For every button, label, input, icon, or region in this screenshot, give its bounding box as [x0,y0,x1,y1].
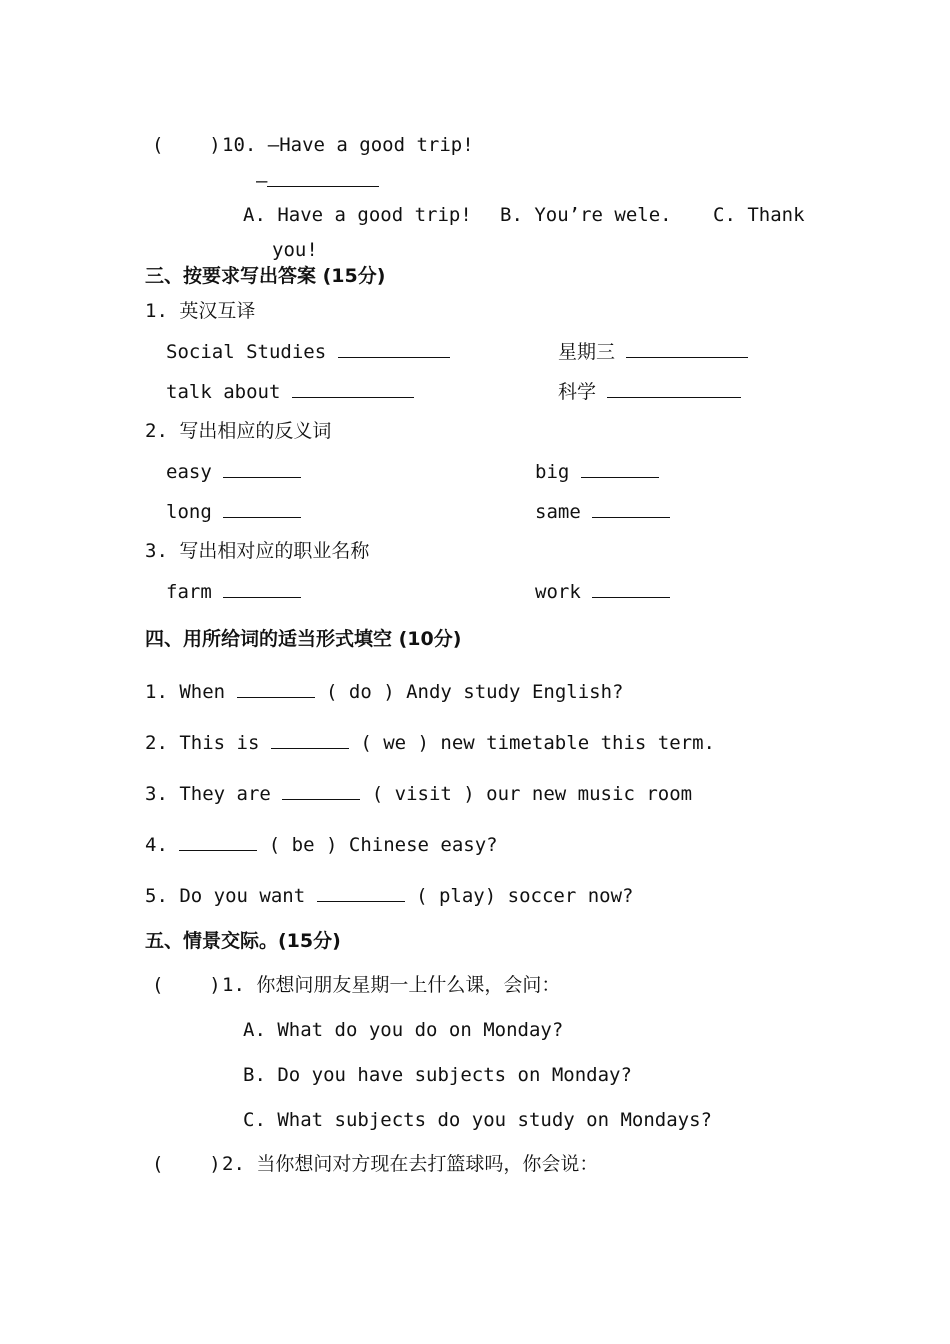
antonym-word: big [535,461,570,483]
word-hint: ( play) [416,885,497,907]
translate-word: talk about [166,381,281,403]
q10-reply-blank[interactable] [267,168,379,187]
item-suffix: our new music room [486,783,693,805]
occupation-item [166,579,301,604]
antonym-item [535,499,670,524]
antonym-item [166,459,301,484]
fill-item [145,781,692,806]
antonym-word: long [166,501,212,523]
q10-option-a: A. Have a good trip! [243,204,472,226]
section4-title: 四、用所给词的适当形式填空 (10分) [145,628,462,650]
translate-word: Social Studies [166,341,327,363]
sec3-part1-title: 1. 英汉互译 [145,300,256,322]
fill-item [145,730,715,755]
q1-answer-paren[interactable]: ( ) [152,974,221,996]
q10-reply-line [256,168,379,193]
sec3-part2-title: 2. 写出相应的反义词 [145,420,332,442]
antonym-word: same [535,501,581,523]
item-suffix: Chinese easy? [348,834,498,856]
translate-item [558,379,741,404]
q1-stem: 1. 你想问朋友星期一上什么课，会问： [222,974,561,996]
fill-item [145,883,633,908]
q10-option-c: C. Thank [713,204,805,226]
answer-blank[interactable] [607,379,741,398]
q2-answer-paren[interactable]: ( ) [152,1153,221,1175]
fill-item [145,832,498,857]
item-suffix: Andy study English? [406,681,624,703]
word-hint: ( do ) [326,681,395,703]
item-prefix: This is [179,732,260,754]
q10-stem: 10. —Have a good trip! [222,134,474,156]
item-suffix: new timetable this term. [440,732,715,754]
q10-option-c-cont: you! [272,239,318,261]
occupation-word: farm [166,581,212,603]
q2-stem: 2. 当你想问对方现在去打篮球吗，你会说： [222,1153,599,1175]
item-prefix: When [179,681,226,703]
antonym-item [535,459,659,484]
item-number: 4. [145,834,168,856]
item-prefix: They are [179,783,271,805]
q10-answer-paren[interactable]: ( ) [152,134,221,156]
answer-blank[interactable] [223,459,301,478]
item-prefix: Do you want [179,885,306,907]
q10-reply-dash: — [256,170,268,192]
item-number: 2. [145,732,168,754]
section5-title: 五、情景交际。(15分) [145,930,341,952]
answer-blank[interactable] [179,832,257,851]
occupation-item [535,579,670,604]
answer-blank[interactable] [292,379,414,398]
q1-option-c: C. What subjects do you study on Mondays? [243,1109,712,1131]
answer-blank[interactable] [223,499,301,518]
item-number: 5. [145,885,168,907]
answer-blank[interactable] [223,579,301,598]
answer-blank[interactable] [592,579,670,598]
q1-option-b: B. Do you have subjects on Monday? [243,1064,632,1086]
q1-option-a: A. What do you do on Monday? [243,1019,564,1041]
answer-blank[interactable] [282,781,360,800]
answer-blank[interactable] [592,499,670,518]
word-hint: ( be ) [268,834,338,856]
occupation-word: work [535,581,581,603]
answer-blank[interactable] [317,883,405,902]
item-number: 1. [145,681,168,703]
word-hint: ( we ) [360,732,429,754]
answer-blank[interactable] [581,459,659,478]
answer-blank[interactable] [338,339,450,358]
antonym-item [166,499,301,524]
sec3-part3-title: 3. 写出相对应的职业名称 [145,540,370,562]
translate-word: 星期三 [558,341,616,363]
translate-item [166,379,414,404]
item-number: 3. [145,783,168,805]
translate-item [558,339,748,364]
word-hint: ( visit ) [371,783,475,805]
answer-blank[interactable] [626,339,748,358]
answer-blank[interactable] [271,730,349,749]
fill-item [145,679,623,704]
antonym-word: easy [166,461,212,483]
item-suffix: soccer now? [507,885,634,907]
section3-title: 三、按要求写出答案 (15分) [145,265,386,287]
translate-word: 科学 [558,381,597,403]
answer-blank[interactable] [237,679,315,698]
translate-item [166,339,450,364]
q10-option-b: B. You’re wele. [500,204,672,226]
